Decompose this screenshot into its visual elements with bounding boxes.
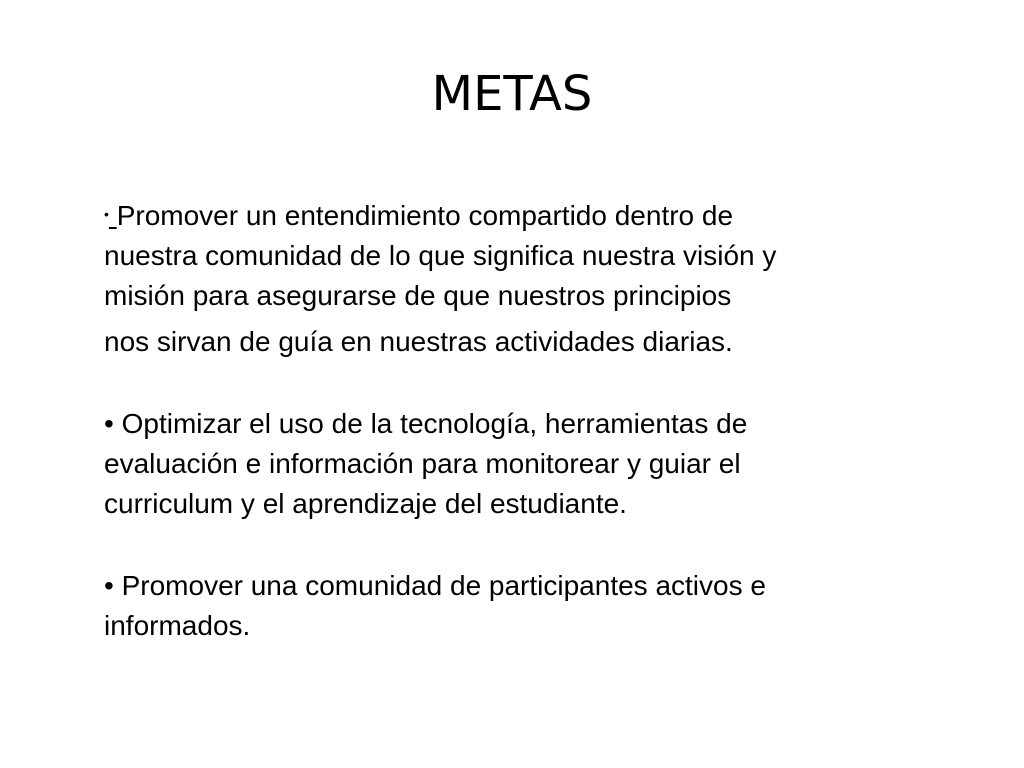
bullet-2-line-2: evaluación e información para monitorear y guiar el	[104, 448, 741, 479]
bullet-item-3	[104, 566, 944, 646]
bullet-1-line-3: misión para asegurarse de que nuestros principios	[104, 280, 732, 311]
bullet-marker: •	[104, 206, 109, 222]
slide-body	[104, 194, 944, 688]
bullet-1-line-1: • Promover un entendimiento compartido dentro de	[104, 200, 734, 231]
bullet-2-line-1: • Optimizar el uso de la tecnología, herramientas de	[104, 408, 748, 439]
bullet-3-line-2: informados.	[104, 610, 251, 641]
bullet-1-line-4: nos sirvan de guía en nuestras actividades diarias.	[104, 326, 733, 357]
bullet-marker: •	[104, 408, 114, 439]
bullet-marker: •	[104, 570, 114, 601]
bullet-item-1	[104, 194, 944, 362]
slide-title: METAS	[431, 66, 593, 122]
bullet-2-line-3: curriculum y el aprendizaje del estudiante.	[104, 488, 627, 519]
bullet-3-line-1: • Promover una comunidad de participantes activos e	[104, 570, 766, 601]
bullet-item-2	[104, 404, 944, 524]
bullet-1-line-2: nuestra comunidad de lo que significa nuestra visión y	[104, 240, 777, 271]
